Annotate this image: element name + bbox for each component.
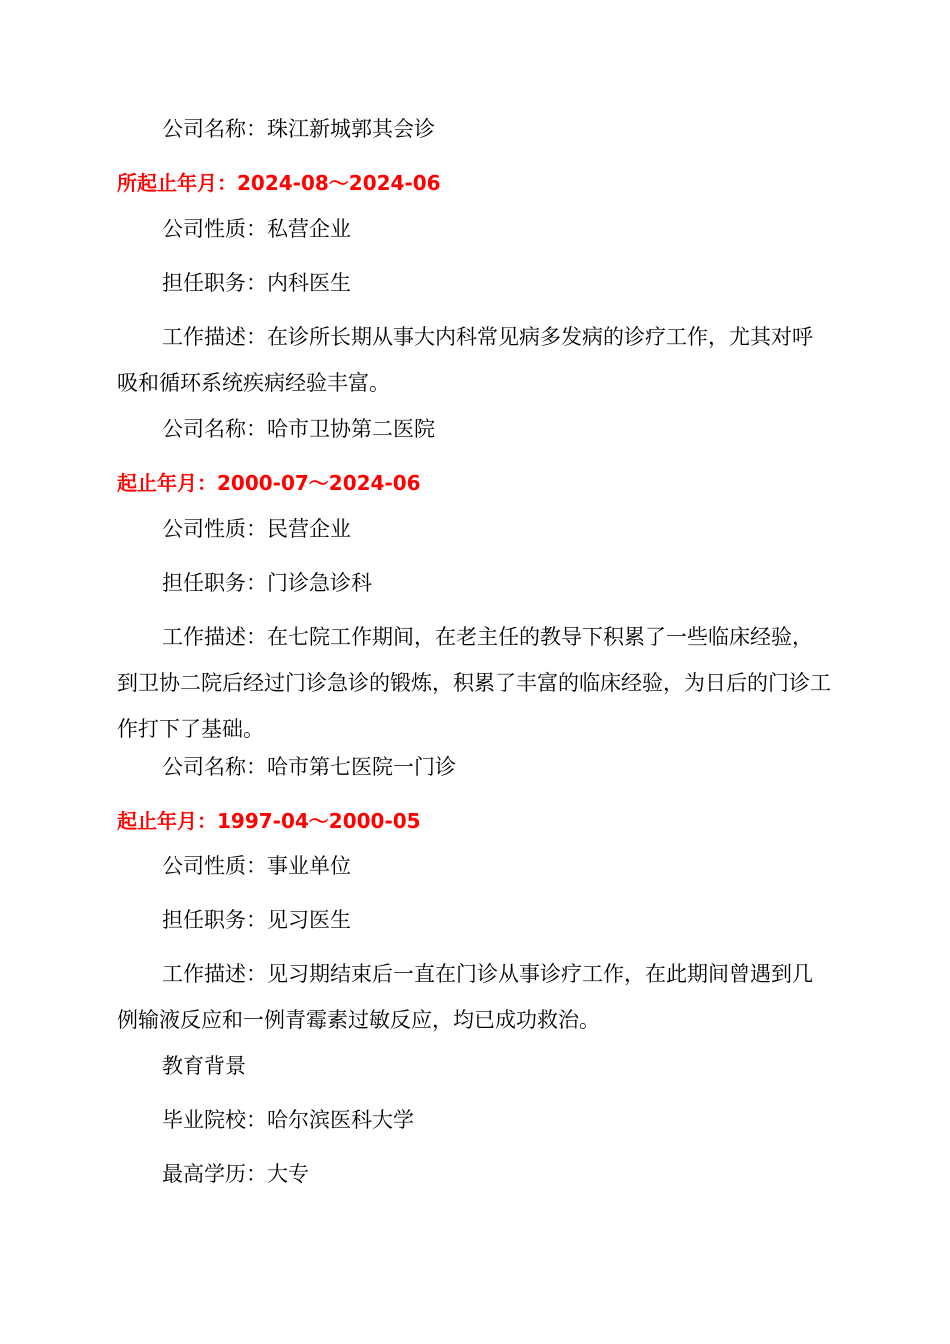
company-name: 公司名称：哈市卫协第二医院 [162,417,435,441]
job-position: 担任职务：见习医生 [162,908,351,932]
job-description: 工作描述：在七院工作期间，在老主任的教导下积累了一些临床经验，到卫协二院后经过门诊急诊的锻炼，积累了丰富的临床经验，为日后的门诊工作打下了基础。 [117,625,831,741]
company-name: 公司名称：哈市第七医院一门诊 [162,755,456,779]
job-description: 工作描述：见习期结束后一直在门诊从事诊疗工作，在此期间曾遇到几例输液反应和一例青霉素过敏反应，均已成功救治。 [117,962,813,1032]
company-nature: 公司性质：事业单位 [162,854,351,878]
company-nature: 公司性质：民营企业 [162,517,351,541]
period-heading: 所起止年月：2024-08～2024-06 [117,171,441,195]
job-position: 担任职务：内科医生 [162,271,351,295]
company-nature: 公司性质：私营企业 [162,217,351,241]
job-description: 工作描述：在诊所长期从事大内科常见病多发病的诊疗工作，尤其对呼吸和循环系统疾病经验丰富。 [117,325,813,395]
graduated-school: 毕业院校：哈尔滨医科大学 [162,1108,414,1132]
highest-degree: 最高学历：大专 [162,1162,309,1186]
company-name: 公司名称：珠江新城郭其会诊 [162,117,435,141]
period-heading: 起止年月：2000-07～2024-06 [117,471,421,495]
job-position: 担任职务：门诊急诊科 [162,571,372,595]
period-heading: 起止年月：1997-04～2000-05 [117,809,421,833]
education-title: 教育背景 [162,1054,246,1078]
